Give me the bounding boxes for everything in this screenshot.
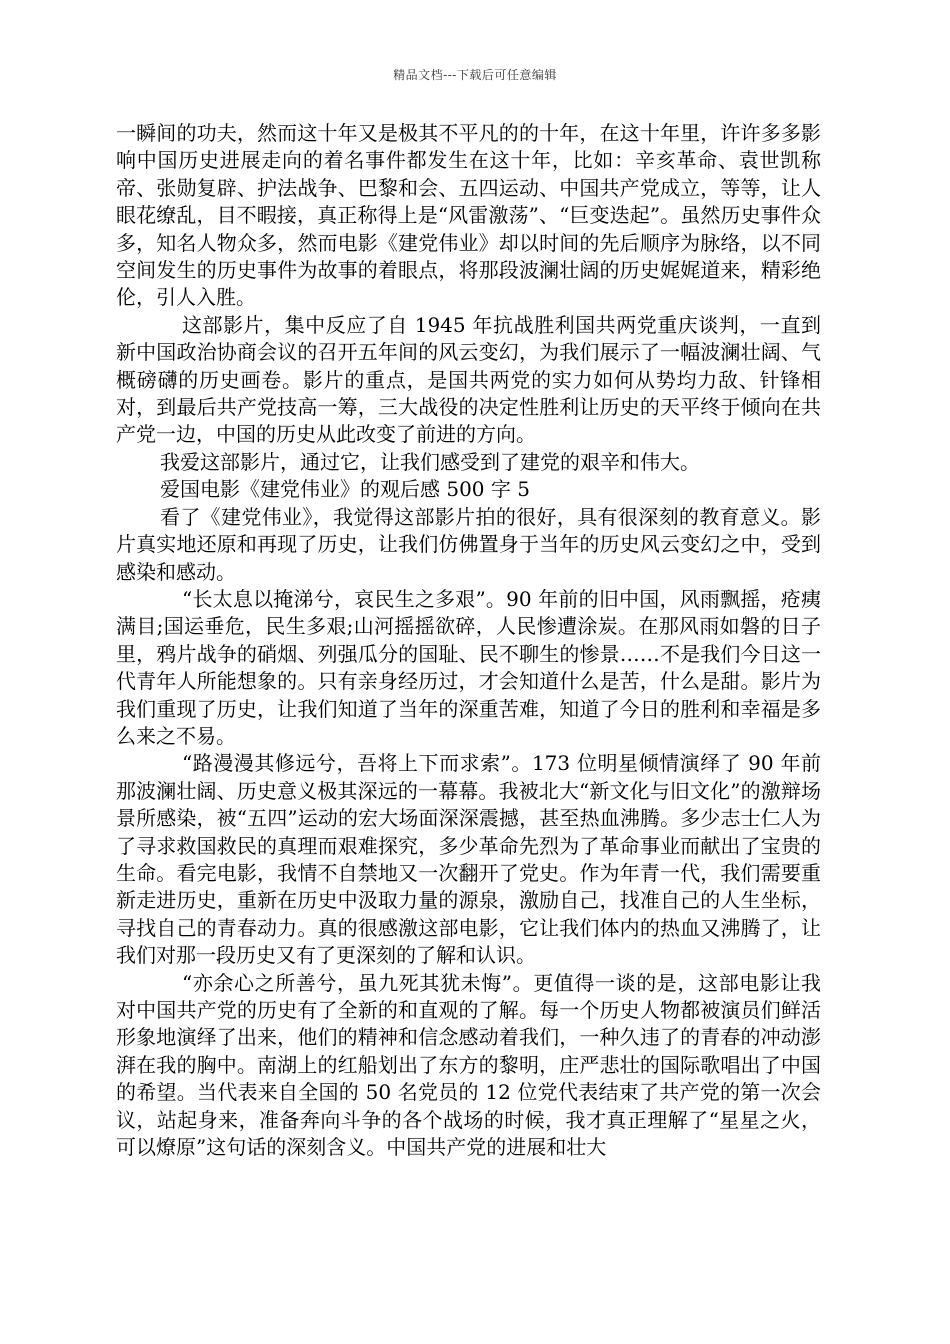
paragraph-2: 这部影片，集中反应了自 1945 年抗战胜利国共两党重庆谈判，一直到新中国政治协商会议的召开五年间的风云变幻，为我们展示了一幅波澜壮阔、气概磅礴的历史画卷。影片的重点，是国共两党的实力如何从势均力敌、针锋相对，到最后共产党技高一筹，三大战役的决定性胜利让历史的天平终于倾向在共产党一边，中国的历史从此改变了前进的方向。: [116, 312, 821, 447]
document-body: [116, 120, 821, 1161]
section-title: 爱国电影《建党伟业》的观后感 500 字 5: [160, 477, 530, 502]
page-header: 精品文档---下载后可任意编辑: [393, 68, 557, 82]
paragraph-8: “亦余心之所善兮，虽九死其犹未悔”。更值得一谈的是，这部电影让我对中国共产党的历史有了全新的和直观的了解。每一个历史人物都被演员们鲜活形象地演绎了出来，他们的精神和信念感动着我们，一种久违了的青春的冲动澎湃在我的胸中。南湖上的红船划出了东方的黎明，庄严悲壮的国际歌唱出了中国的希望。当代表来自全国的 50 名党员的 12 位党代表结束了共产党的第一次会议，站起身来，准备奔向斗争的各个战场的时候，我才真正理解了“星星之火，可以燎原”这句话的深刻含义。中国共产党的进展和壮大: [116, 970, 821, 1160]
paragraph-5: 看了《建党伟业》，我觉得这部影片拍的很好，具有很深刻的教育意义。影片真实地还原和再现了历史，让我们仿佛置身于当年的历史风云变幻之中，受到感染和感动。: [116, 504, 821, 584]
paragraph-7: “路漫漫其修远兮，吾将上下而求索”。173 位明星倾情演绎了 90 年前那波澜壮阔、历史意义极其深远的一幕幕。我被北大“新文化与旧文化”的激辩场景所感染，被“五四”运动的宏大场面深深震撼，甚至热血沸腾。多少志士仁人为了寻求救国救民的真理而艰难探究，多少革命先烈为了革命事业而献出了宝贵的生命。看完电影，我情不自禁地又一次翻开了党史。作为年青一代，我们需要重新走进历史，重新在历史中汲取力量的源泉，激励自己，找准自己的人生坐标，寻找自己的青春动力。真的很感激这部电影，它让我们体内的热血又沸腾了，让我们对那一段历史又有了更深刻的了解和认识。: [116, 751, 821, 968]
paragraph-6: “长太息以掩涕兮，哀民生之多艰”。90 年前的旧中国，风雨飘摇，疮痍满目;国运垂危，民生多艰;山河摇摇欲碎，人民惨遭涂炭。在那风雨如磐的日子里，鸦片战争的硝烟、列强瓜分的国耻、民不聊生的惨景……不是我们今日这一代青年人所能想象的。只有亲身经历过，才会知道什么是苦，什么是甜。影片为我们重现了历史，让我们知道了当年的深重苦难，知道了今日的胜利和幸福是多么来之不易。: [116, 586, 821, 748]
paragraph-1: 一瞬间的功夫，然而这十年又是极其不平凡的的十年，在这十年里，许许多多影响中国历史进展走向的着名事件都发生在这十年，比如：辛亥革命、袁世凯称帝、张勋复辟、护法战争、巴黎和会、五四运动、中国共产党成立，等等，让人眼花缭乱，目不暇接，真正称得上是“风雷激荡”、“巨变迭起”。虽然历史事件众多，知名人物众多，然而电影《建党伟业》却以时间的先后顺序为脉络，以不同空间发生的历史事件为故事的着眼点，将那段波澜壮阔的历史娓娓道来，精彩绝伦，引人入胜。: [116, 121, 821, 310]
paragraph-3: 我爱这部影片，通过它，让我们感受到了建党的艰辛和伟大。: [160, 449, 700, 474]
